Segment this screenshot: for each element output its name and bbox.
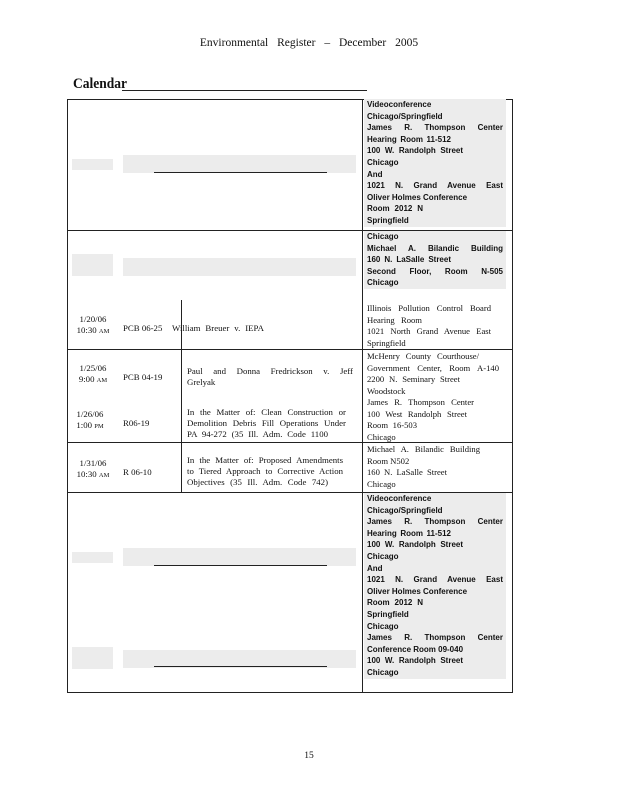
date-value: 1/31/06	[79, 458, 107, 468]
blank-case-placeholder	[123, 258, 356, 276]
location-line: Woodstock	[367, 385, 406, 396]
location-line: 100 West Randolph Street	[367, 408, 467, 419]
location-line: 2200 N. Seminary Street	[367, 374, 460, 385]
blank-date-placeholder	[72, 254, 113, 276]
header-year: 2005	[395, 37, 419, 49]
location-line: 1021 N. Grand Avenue East	[367, 575, 503, 585]
header-section: Register	[277, 37, 316, 49]
time-value: 9:00	[78, 374, 95, 384]
page-number: 15	[304, 751, 314, 761]
case-title	[187, 407, 346, 440]
location-line: Michael A. Bilandic Building	[367, 444, 480, 454]
location-line: Videoconference	[367, 494, 432, 503]
location-line: 160 N. LaSalle Street	[367, 255, 451, 265]
location-line: Oliver Holmes Conference	[367, 192, 468, 202]
title-underline	[122, 90, 367, 91]
location-line: Room 16-503	[367, 420, 417, 431]
location-line: James R. Thompson Center	[367, 517, 503, 527]
block2-location	[364, 231, 506, 289]
case-title	[187, 455, 343, 488]
date-value: 1/25/06	[79, 363, 107, 373]
ampm-label: PM	[94, 423, 104, 430]
blank-case-placeholder	[123, 155, 356, 173]
case-line: to Tiered Approach to Corrective Action	[187, 466, 343, 476]
time-value: 10:30	[76, 325, 97, 335]
location-line: Illinois Pollution Control Board	[367, 303, 491, 313]
location-line: 1021 North Grand Avenue East	[367, 326, 491, 337]
location-line: Room 2012 N	[367, 598, 423, 608]
location-line: And	[367, 563, 383, 573]
hearing-location	[367, 444, 480, 490]
hearing-date	[68, 458, 118, 481]
location-line: Room 2012 N	[367, 204, 423, 214]
hearing-date	[68, 314, 118, 337]
blank-case-underline	[154, 666, 327, 667]
header-publication: Environmental	[199, 37, 269, 49]
case-title	[187, 366, 353, 388]
blank-case-placeholder	[123, 548, 356, 566]
ampm-label: AM	[96, 377, 108, 384]
column-divider-case	[181, 349, 182, 492]
hearing-location	[367, 303, 491, 349]
blank-case-underline	[154, 565, 327, 566]
column-divider-location	[362, 99, 363, 693]
location-line: Videoconference	[367, 100, 432, 109]
case-line: In the Matter of: Proposed Amendments	[187, 455, 343, 465]
location-line: James R. Thompson Center	[367, 397, 474, 407]
docket-number: PCB 06-25	[123, 323, 163, 333]
location-line: Government Center, Room A-140	[367, 362, 499, 373]
case-line: Grelyak	[187, 377, 216, 387]
location-line: Springfield	[367, 215, 409, 225]
location-line: Springfield	[367, 609, 409, 619]
location-line: 160 N. LaSalle Street	[367, 467, 447, 478]
location-line: Hearing Room 11-512	[367, 528, 451, 538]
location-line: Hearing Room	[367, 314, 422, 325]
location-line: McHenry County Courthouse/	[367, 351, 479, 361]
block1-location	[364, 99, 506, 227]
location-line: 100 W. Randolph Street	[367, 540, 463, 550]
location-line: Chicago	[367, 551, 399, 561]
case-line: Objectives (35 Ill. Adm. Code 742)	[187, 477, 328, 487]
location-line: Chicago	[367, 621, 399, 631]
location-line: 100 W. Randolph Street	[367, 146, 463, 156]
ampm-label: AM	[98, 472, 110, 479]
location-line: Second Floor, Room N-505	[367, 266, 503, 276]
docket-number: PCB 04-19	[123, 372, 163, 382]
date-value: 1/20/06	[79, 314, 107, 324]
running-header	[0, 37, 618, 49]
case-title	[172, 323, 264, 334]
hearing-date	[68, 409, 112, 432]
blank-date-placeholder	[72, 647, 113, 669]
case-line: Demolition Debris Fill Operations Under	[187, 418, 346, 428]
case-line: In the Matter of: Clean Construction or	[187, 407, 346, 417]
location-line: Oliver Holmes Conference	[367, 586, 468, 596]
docket-number: R06-19	[123, 418, 150, 428]
case-line: PA 94-272 (35 Ill. Adm. Code 1100	[187, 429, 328, 439]
location-line: Chicago/Springfield	[367, 505, 443, 515]
block3-location	[364, 493, 506, 679]
time-value: 1:00	[76, 420, 93, 430]
location-line: Springfield	[367, 337, 406, 348]
blank-date-placeholder	[72, 159, 113, 170]
location-line: Chicago	[367, 157, 399, 167]
header-date: – December	[324, 37, 387, 49]
blank-date-placeholder	[72, 552, 113, 563]
ampm-label: AM	[98, 328, 110, 335]
location-line: 1021 N. Grand Avenue East	[367, 181, 503, 191]
page-title: Calendar	[73, 76, 127, 92]
location-line: Chicago	[367, 278, 399, 288]
hearing-location	[367, 397, 474, 443]
location-line: Chicago	[367, 478, 396, 489]
location-line: Conference Room 09-040	[367, 644, 464, 654]
case-line: Paul and Donna Fredrickson v. Jeff	[187, 366, 353, 376]
hearing-location	[367, 351, 499, 397]
location-line: 100 W. Randolph Street	[367, 656, 463, 666]
location-line: Room N502	[367, 455, 410, 466]
case-line: William Breuer v. IEPA	[172, 323, 264, 333]
location-line: Hearing Room 11-512	[367, 134, 451, 144]
location-line: Chicago	[367, 431, 396, 442]
docket-number: R 06-10	[123, 467, 152, 477]
time-value: 10:30	[76, 469, 97, 479]
location-line: James R. Thompson Center	[367, 633, 503, 643]
blank-case-underline	[154, 172, 327, 173]
location-line: Michael A. Bilandic Building	[367, 243, 503, 253]
date-value: 1/26/06	[76, 409, 104, 419]
hearing-date	[68, 363, 118, 386]
location-line: Chicago	[367, 232, 399, 241]
location-line: Chicago	[367, 667, 399, 677]
location-line: James R. Thompson Center	[367, 123, 503, 133]
location-line: And	[367, 169, 383, 179]
location-line: Chicago/Springfield	[367, 111, 443, 121]
